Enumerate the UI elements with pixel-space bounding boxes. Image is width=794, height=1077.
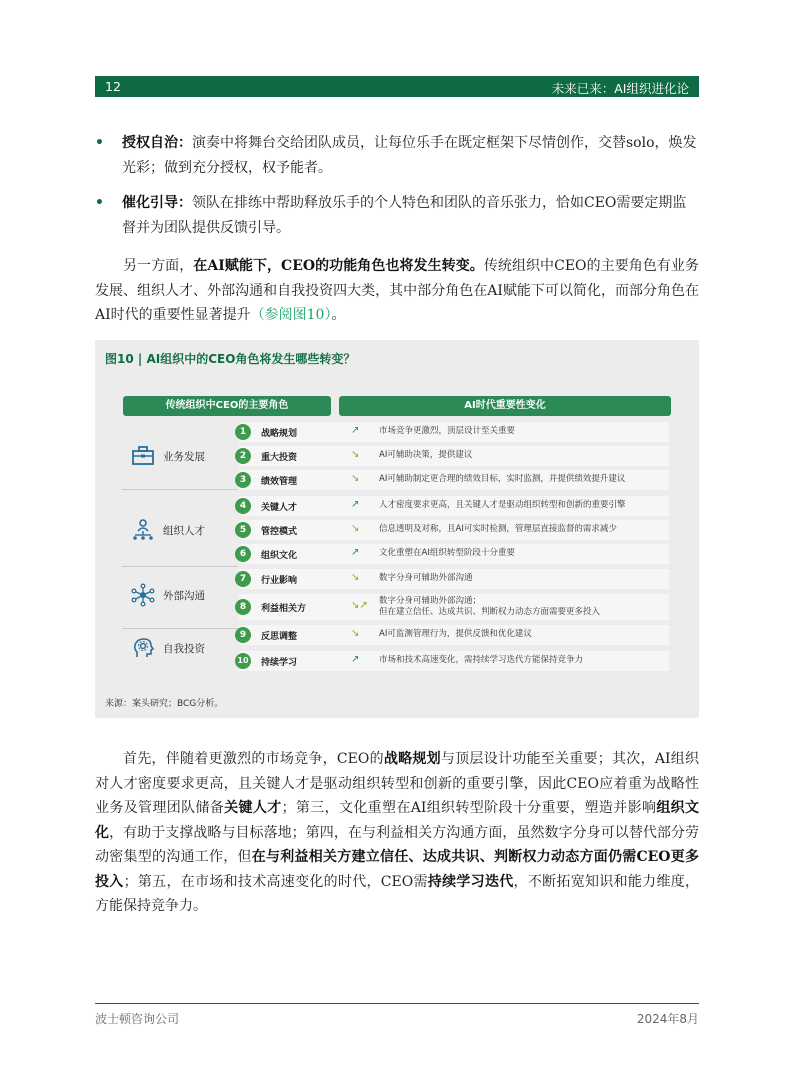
desc-line-1: 数字分身可辅助外部沟通； (379, 596, 482, 606)
text-run: 。 (331, 307, 346, 323)
arrow-down-icon: ↘ (351, 628, 360, 639)
divider (122, 566, 238, 567)
figure-source: 来源：案头研究；BCG分析。 (105, 699, 224, 709)
role-name: 绩效管理 (261, 477, 298, 487)
role-change-desc: 市场和技术高速变化，需持续学习迭代方能保持竞争力 (379, 655, 584, 665)
page-header (95, 76, 699, 97)
role-change-desc: 人才密度要求更高，且关键人才是驱动组织转型和创新的重要引擎 (379, 500, 626, 510)
paragraph-intro (95, 254, 699, 328)
category-label: 自我投资 (163, 643, 205, 655)
role-change-desc: 市场竞争更激烈，顶层设计至关重要 (379, 426, 516, 436)
role-change-desc (379, 596, 600, 618)
bullet-text: 演奏中将舞台交给团队成员，让每位乐手在既定框架下尽情创作，交替solo，焕发光彩；做到充分授权，权予能者。 (122, 135, 697, 176)
category-label: 业务发展 (163, 451, 205, 463)
role-name: 反思调整 (261, 632, 298, 642)
row-number: 9 (235, 627, 251, 643)
bullet-lead: 催化引导： (122, 195, 192, 211)
running-title: 未来已来：AI组织进化论 (551, 81, 689, 96)
text-run: 另一方面， (123, 258, 194, 274)
bullet-catalyze (95, 191, 699, 241)
figure-title: 图10 | AI组织中的CEO角色将发生哪些转变？ (105, 352, 356, 366)
desc-line-2: 但在建立信任、达成共识、判断权力动态方面需要更多投入 (379, 607, 601, 617)
category-label: 组织人才 (163, 525, 205, 537)
role-change-desc: 数字分身可辅助外部沟通 (379, 573, 473, 583)
role-name: 重大投资 (261, 453, 298, 463)
arrow-down-icon: ↘ (351, 523, 360, 534)
category-external (131, 585, 231, 605)
arrow-down-icon: ↘ (351, 449, 360, 460)
bold-run: 在与利益相关方建立信任、达成共识、判断权力动态方面仍需CEO更多投入 (95, 849, 699, 890)
role-change-desc: 文化重塑在AI组织转型阶段十分重要 (379, 548, 515, 558)
role-row (235, 520, 671, 540)
category-label: 外部沟通 (163, 590, 205, 602)
row-number: 6 (235, 546, 251, 562)
row-number: 7 (235, 571, 251, 587)
role-row (235, 446, 671, 466)
bold-run: 关键人才 (224, 800, 282, 816)
row-number: 2 (235, 448, 251, 464)
category-self-invest (131, 638, 231, 658)
bullet-lead: 授权自治： (122, 135, 192, 151)
bullet-dot-icon: • (95, 195, 104, 211)
text-run: 与顶层设计功能至关重要；其次，AI组织对人才密度要求更高，且关键人才是驱动组织转型和创新的重要引擎，因此CEO应着重为战略性业务及管理团队储备 (95, 751, 699, 816)
role-row (235, 625, 671, 645)
left-column-header: 传统组织中CEO的主要角色 (123, 396, 331, 416)
bullet-dot-icon: • (95, 135, 104, 151)
arrow-up-icon: ↗ (351, 499, 360, 510)
role-name: 组织文化 (261, 551, 298, 561)
divider (122, 628, 238, 629)
role-name: 战略规划 (261, 429, 298, 439)
org-people-icon (131, 518, 155, 542)
category-business (131, 446, 231, 466)
arrow-mixed-icon: ↘↗ (351, 600, 368, 611)
role-row (235, 569, 671, 589)
arrow-down-icon: ↘ (351, 473, 360, 484)
role-change-desc: AI可监测管理行为，提供反馈和优化建议 (379, 629, 532, 639)
footer-publisher: 波士顿咨询公司 (95, 1012, 180, 1026)
role-row (235, 496, 671, 516)
bold-run: 持续学习迭代 (427, 873, 514, 890)
text-run: ；第三，文化重塑在AI组织转型阶段十分重要，塑造并影响 (281, 800, 657, 816)
bullet-empower (95, 131, 699, 181)
arrow-down-icon: ↘ (351, 572, 360, 583)
bold-run: 组织文化 (95, 800, 700, 841)
role-row (235, 544, 671, 564)
role-name: 关键人才 (261, 503, 298, 513)
divider (122, 489, 238, 490)
role-row (235, 422, 671, 442)
role-name: 管控模式 (261, 527, 298, 537)
role-row (235, 594, 671, 620)
row-number: 1 (235, 424, 251, 440)
role-change-desc: AI可辅助制定更合理的绩效目标，实时监测，并提供绩效提升建议 (379, 474, 626, 484)
text-run: ，有助于支撑战略与目标落地；第四，在与利益相关方沟通方面，虽然数字分身可以替代部分劳动密集型的沟通工作，但 (95, 824, 700, 865)
bold-run: 在AI赋能下，CEO的功能角色也将发生转变。 (193, 258, 484, 274)
arrow-up-icon: ↗ (351, 547, 360, 558)
role-change-desc: 信息透明及对称，且AI可实时检测，管理层直接监督的需求减少 (379, 524, 617, 534)
text-run: ，不断拓宽知识和能力维度，方能保持竞争力。 (95, 873, 700, 914)
category-talent (131, 520, 231, 540)
bullet-text: 领队在排练中帮助释放乐手的个人特色和团队的音乐张力，恰如CEO需要定期监督并为团队提供反馈引导。 (122, 195, 687, 236)
role-name: 持续学习 (261, 658, 298, 668)
text-run: 首先，伴随着更激烈的市场竞争，CEO的 (123, 751, 384, 767)
role-row (235, 470, 671, 490)
page-number: 12 (105, 79, 121, 94)
bold-run: 战略规划 (383, 751, 441, 767)
role-name: 行业影响 (261, 576, 298, 586)
row-number: 5 (235, 522, 251, 538)
figure-reference-link[interactable]: （参阅图10） (250, 307, 332, 323)
text-run: ；第五，在市场和技术高速变化的时代，CEO需 (123, 873, 428, 890)
paragraph-summary (95, 747, 699, 919)
row-number: 4 (235, 498, 251, 514)
row-number: 8 (235, 599, 251, 615)
role-name: 利益相关方 (261, 604, 307, 614)
role-row (235, 651, 671, 671)
role-change-desc: AI可辅助决策，提供建议 (379, 450, 473, 460)
network-icon (131, 583, 155, 607)
footer-date: 2024年8月 (636, 1012, 699, 1026)
footer-divider (95, 1003, 699, 1004)
row-number: 3 (235, 472, 251, 488)
right-column-header: AI时代重要性变化 (339, 396, 671, 416)
briefcase-icon (131, 444, 155, 468)
arrow-up-icon: ↗ (351, 654, 360, 665)
figure-10 (95, 340, 699, 718)
arrow-up-icon: ↗ (351, 425, 360, 436)
head-gear-icon (131, 636, 155, 660)
row-number: 10 (235, 653, 251, 669)
text-run: 传统组织中CEO的主要角色有业务发展、组织人才、外部沟通和自我投资四大类，其中部分角色在AI赋能下可以简化，而部分角色在AI时代的重要性显著提升 (95, 258, 699, 323)
